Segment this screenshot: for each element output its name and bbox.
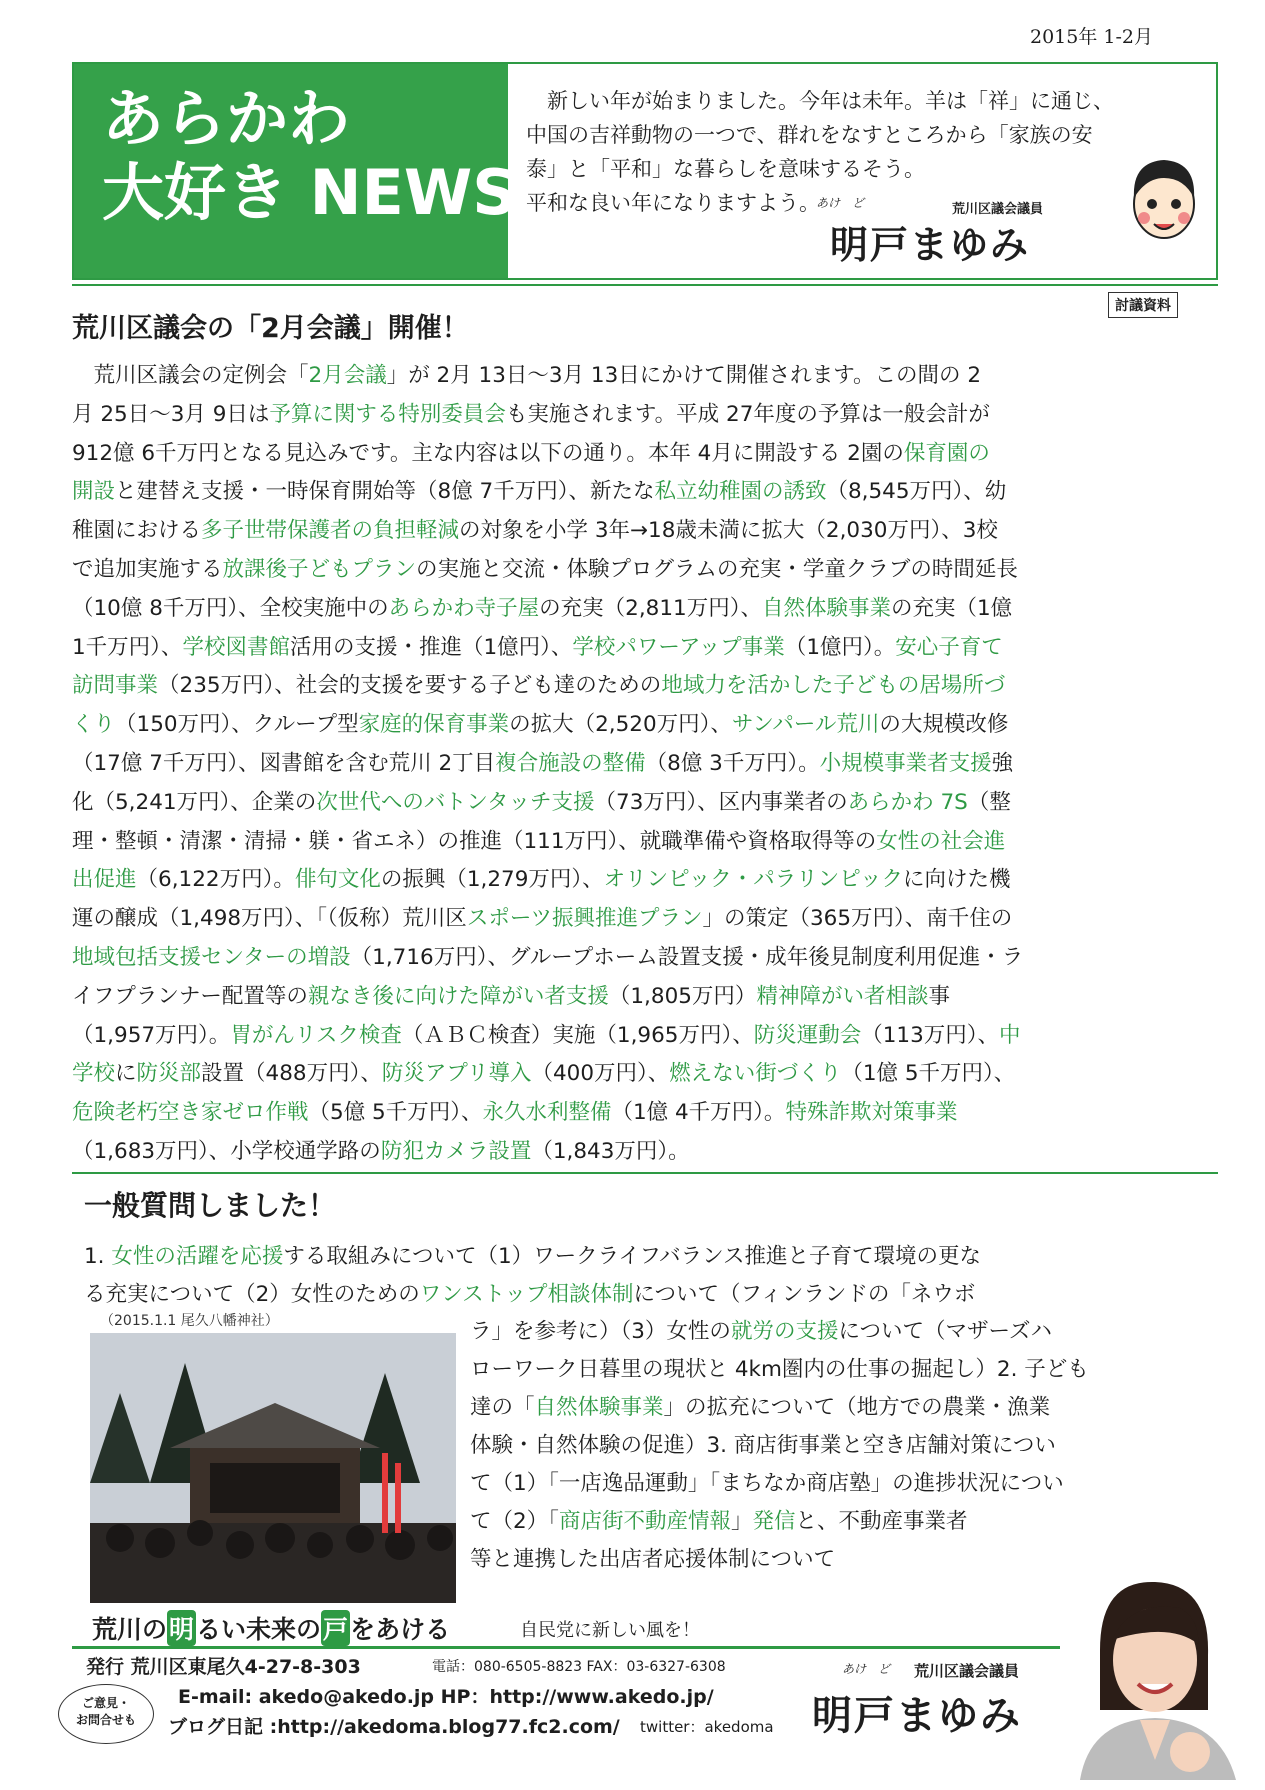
text-segment: て（2）「 — [470, 1509, 559, 1534]
question-text-right — [470, 1313, 1089, 1579]
text-line — [72, 1133, 1220, 1172]
photo-caption: （2015.1.1 尾久八幡神社） — [100, 1313, 279, 1329]
text-line — [470, 1351, 1089, 1389]
highlight-term: くり — [72, 712, 116, 738]
text-line — [84, 1238, 981, 1276]
text-segment: （8,545万円）、幼 — [826, 479, 1007, 505]
highlight-term: スポーツ振興推進プラン — [466, 906, 703, 932]
highlight-term: 小規模事業者支援 — [819, 750, 992, 776]
highlight-term: 訪問事業 — [72, 673, 159, 699]
text-segment: （10億 8千万円）、全校実施中の — [72, 595, 389, 621]
slogan-subtitle: 自民党に新しい風を！ — [520, 1620, 700, 1641]
text-segment: 1千万円）、 — [72, 634, 183, 660]
discussion-material-tag: 討議資料 — [1108, 292, 1178, 318]
text-segment: ラ」を参考に）（3）女性の — [470, 1319, 731, 1344]
text-segment: （235万円）、社会的支援を要する子ども達のための — [158, 673, 662, 699]
highlight-term: 2月会議 — [308, 363, 387, 388]
text-segment: に — [115, 1061, 137, 1087]
text-line — [470, 1465, 1089, 1503]
highlight-term: 家庭的保育事業 — [358, 712, 510, 738]
text-segment: （5億 5千万円）、 — [308, 1100, 483, 1126]
masthead-title-box — [74, 64, 517, 278]
text-segment: の大規模改修 — [879, 712, 1009, 738]
text-segment: 化（5,241万円）、企業の — [72, 789, 317, 815]
highlight-term: 就労の支援 — [730, 1319, 839, 1344]
shrine-photo-illustration — [90, 1333, 456, 1603]
text-segment: 」が 2月 13日～3月 13日にかけて開催されます。この間の 2 — [386, 363, 982, 388]
highlight-term: 学校パワーアップ事業 — [572, 634, 785, 660]
text-line — [72, 1017, 1220, 1056]
highlight-term: 親なき後に向けた障がい者支援 — [307, 983, 609, 1009]
text-line — [470, 1427, 1089, 1465]
section2-heading: 一般質問しました！ — [84, 1189, 337, 1222]
text-segment: 荒川区議会の定例会「 — [72, 363, 309, 388]
text-segment: の充実（1億 — [890, 595, 1013, 621]
text-segment: について（マザーズハ — [838, 1319, 1052, 1344]
divider — [72, 284, 1218, 286]
footer-divider — [72, 1646, 1068, 1649]
text-segment: （1,957万円）。 — [72, 1022, 231, 1048]
contact-bubble — [58, 1684, 154, 1744]
masthead-title-line2: 大好き NEWS — [102, 156, 517, 229]
text-line — [72, 1094, 1220, 1133]
text-segment: と建替え支援・一時保育開始等（8億 7千万円）、新たな — [115, 479, 655, 505]
twitter-handle[interactable]: twitter：akedoma — [640, 1718, 774, 1736]
masthead-title-line1: あらかわ — [102, 82, 351, 155]
text-line — [72, 900, 1220, 939]
text-segment: する取組みについて（1）ワークライフバランス推進と子育て環境の更な — [283, 1244, 981, 1269]
highlight-term: 複合施設の整備 — [495, 750, 646, 776]
blog-link[interactable]: ブログ日記 :http://akedoma.blog77.fc2.com/ — [168, 1716, 620, 1738]
issue-date: 2015年 1-2月 — [1030, 26, 1153, 48]
text-segment: （6,122万円）。 — [136, 867, 295, 893]
text-line — [72, 435, 1220, 474]
bubble-line: ご意見・ — [81, 1696, 130, 1710]
text-line — [72, 745, 1220, 784]
text-line — [72, 357, 1220, 396]
highlight-term: 私立幼稚園の誘致 — [654, 479, 827, 505]
text-segment: （113万円）、 — [861, 1022, 1000, 1048]
text-segment: （1億 5千万円）、 — [841, 1061, 1016, 1087]
slogan-mark: 戸 — [321, 1610, 350, 1646]
text-segment: に向けた機 — [902, 867, 1011, 893]
highlight-term: 安心子育て — [895, 634, 1003, 660]
text-segment: て（1）「一店逸品運動」「まちなか商店塾」の進捗状況につい — [470, 1471, 1064, 1496]
intro-line: 泰」と「平和」な暮らしを意味するそう。 — [526, 157, 925, 181]
intro-line: 中国の吉祥動物の一つで、群れをなすところから「家族の安 — [526, 123, 1093, 147]
text-segment: 月 25日～3月 9日は — [72, 401, 270, 427]
text-line — [72, 939, 1220, 978]
slogan-mark: 明 — [167, 1610, 196, 1646]
text-segment: （1億 4千万円）。 — [611, 1100, 786, 1126]
cartoon-face-icon — [1122, 148, 1206, 248]
text-line — [72, 667, 1220, 706]
highlight-term: 次世代へのバトンタッチ支援 — [316, 789, 595, 815]
masthead — [72, 62, 1218, 280]
text-line — [72, 823, 1220, 862]
text-segment: イフプランナー配置等の — [72, 983, 308, 1009]
text-segment: 理・整頓・清潔・清掃・躾・省エネ）の推進（111万円）、就職準備や資格取得等の — [72, 828, 877, 854]
signature-role: 荒川区議会議員 — [952, 202, 1044, 217]
publisher-address: 発行 荒川区東尾久4-27-8-303 — [86, 1656, 361, 1678]
masthead-intro — [526, 84, 1216, 220]
highlight-term: 俳句文化 — [294, 867, 381, 893]
highlight-term: 自然体験事業 — [534, 1395, 664, 1420]
shrine-photo — [90, 1333, 456, 1603]
text-line — [72, 706, 1220, 745]
signature-name: 明戸まゆみ — [830, 223, 1031, 267]
bubble-line: お問合せも — [75, 1713, 136, 1727]
highlight-term: 多子世帯保護者の負担軽減 — [201, 518, 460, 544]
slogan-part: るい未来の — [196, 1615, 322, 1644]
text-segment: 」の拡充について（地方での農業・漁業 — [663, 1395, 1051, 1420]
text-segment: （73万円）、区内事業者の — [594, 789, 848, 815]
text-line — [470, 1389, 1089, 1427]
text-line — [470, 1541, 1089, 1579]
footer-signature-name: 明戸まゆみ — [812, 1693, 1022, 1739]
highlight-term: 保育園の — [903, 440, 990, 466]
text-segment: （ＡＢＣ検査）実施（1,965万円）、 — [401, 1022, 754, 1048]
section1-heading: 荒川区議会の「2月会議」開催！ — [72, 313, 469, 344]
highlight-term: 精神障がい者相談 — [756, 983, 929, 1009]
section1-body — [72, 357, 1220, 1172]
highlight-term: 自然体験事業 — [761, 595, 891, 621]
text-line — [72, 784, 1220, 823]
highlight-term: 女性の活躍を応援 — [111, 1244, 284, 1269]
text-segment: 運の醸成（1,498万円）、「（仮称）荒川区 — [72, 906, 467, 932]
text-line — [72, 861, 1220, 900]
highlight-term: 地域包括支援センターの増設 — [72, 944, 351, 970]
text-line — [72, 396, 1220, 435]
text-segment: について（フィンランドの「ネウボ — [633, 1282, 976, 1307]
highlight-term: 防犯カメラ設置 — [380, 1138, 532, 1164]
portrait-photo — [1060, 1560, 1246, 1780]
text-segment: の対象を小学 3年→18歳未満に拡大（2,030万円）、3校 — [459, 518, 998, 544]
highlight-term: 発信 — [752, 1509, 796, 1534]
text-segment: 活用の支援・推進（1億円）、 — [289, 634, 573, 660]
highlight-term: 中 — [999, 1022, 1021, 1048]
text-segment: の実施と交流・体験プログラムの充実・学童クラブの時間延長 — [416, 556, 1018, 582]
text-segment: 体験・自然体験の促進）3. 商店街事業と空き店舗対策につい — [470, 1433, 1056, 1458]
text-line — [72, 512, 1220, 551]
highlight-term: あらかわ 7S — [847, 789, 968, 815]
footer-signature-ruby: あけ ど — [842, 1662, 891, 1676]
text-line — [72, 1055, 1220, 1094]
text-line — [470, 1313, 1089, 1351]
text-segment: 1. — [84, 1244, 112, 1269]
text-segment: 等と連携した出店者応援体制について — [470, 1547, 836, 1572]
email-homepage[interactable]: E-mail: akedo@akedo.jp HP：http://www.akedo.jp/ — [178, 1686, 714, 1708]
slogan — [92, 1610, 450, 1646]
text-segment: と、不動産事業者 — [795, 1509, 968, 1534]
text-segment: 設置（488万円）、 — [201, 1061, 382, 1087]
text-line — [72, 978, 1220, 1017]
highlight-term: 商店街不動産情報 — [558, 1509, 731, 1534]
highlight-term: オリンピック・パラリンピック — [603, 867, 903, 893]
text-segment: 」 — [730, 1509, 753, 1534]
text-segment: ローワーク日暮里の現状と 4km圏内の仕事の掘起し）2. 子ども — [470, 1357, 1089, 1382]
highlight-term: 女性の社会進 — [876, 828, 1006, 854]
highlight-term: 燃えない街づくり — [669, 1061, 842, 1087]
highlight-term: 危険老朽空き家ゼロ作戦 — [72, 1100, 309, 1126]
highlight-term: 放課後子どもプラン — [222, 556, 417, 582]
text-segment: 達の「 — [470, 1395, 535, 1420]
highlight-term: 特殊詐欺対策事業 — [785, 1100, 958, 1126]
highlight-term: 学校図書館 — [182, 634, 290, 660]
question-text-full — [84, 1238, 981, 1314]
slogan-part: をあける — [350, 1615, 451, 1644]
text-segment: 強 — [991, 750, 1014, 776]
highlight-term: サンパール荒川 — [731, 712, 880, 738]
portrait-illustration — [1060, 1560, 1246, 1780]
slogan-part: 荒川の — [92, 1615, 168, 1644]
text-segment: の拡大（2,520万円）、 — [509, 712, 732, 738]
highlight-term: 永久水利整備 — [482, 1100, 612, 1126]
text-segment: の充実（2,811万円）、 — [539, 595, 762, 621]
phone-fax: 電話：080-6505-8823 FAX：03-6327-6308 — [432, 1659, 726, 1675]
text-segment: （1,805万円） — [608, 983, 757, 1009]
text-line — [72, 590, 1220, 629]
text-segment: （1,683万円）、小学校通学路の — [72, 1138, 381, 1164]
text-segment: で追加実施する — [72, 556, 223, 582]
highlight-term: 防災運動会 — [753, 1022, 862, 1048]
text-line — [72, 629, 1220, 668]
text-segment: 稚園における — [72, 518, 202, 544]
divider — [72, 1172, 1218, 1174]
text-segment: （8億 3千万円）。 — [645, 750, 820, 776]
text-segment: も実施されます。平成 27年度の予算は一般会計が — [505, 401, 990, 427]
text-segment: （1,716万円）、グループホーム設置支援・成年後見制度利用促進・ラ — [350, 944, 1024, 970]
highlight-term: 胃がんリスク検査 — [230, 1022, 402, 1048]
text-segment: （整 — [967, 789, 1011, 815]
highlight-term: 防災アプリ導入 — [381, 1061, 532, 1087]
highlight-term: 防災部 — [136, 1061, 202, 1087]
intro-line: 新しい年が始まりました。今年は未年。羊は「祥」に通じ、 — [526, 89, 1114, 113]
text-line — [84, 1276, 981, 1314]
highlight-term: 開設 — [72, 479, 116, 505]
highlight-term: ワンストップ相談体制 — [419, 1282, 634, 1307]
signature-ruby: あけ ど — [816, 196, 865, 210]
text-segment: 事 — [928, 983, 950, 1009]
text-segment: （17億 7千万円）、図書館を含む荒川 2丁目 — [72, 750, 496, 776]
intro-line: 平和な良い年になりますよう。 — [526, 191, 820, 215]
text-segment: （1億円）。 — [784, 634, 896, 660]
text-segment: 912億 6千万円となる見込みです。主な内容は以下の通り。本年 4月に開設する 2園の — [72, 440, 904, 466]
highlight-term: あらかわ寺子屋 — [388, 595, 540, 621]
text-line — [470, 1503, 1089, 1541]
text-segment: の振興（1,279万円）、 — [380, 867, 604, 893]
highlight-term: 地域力を活かした子どもの居場所づ — [661, 673, 1006, 699]
text-segment: （150万円）、クループ型 — [115, 712, 359, 738]
highlight-term: 予算に関する特別委員会 — [269, 401, 506, 427]
text-segment: （400万円）、 — [531, 1061, 670, 1087]
highlight-term: 出促進 — [72, 867, 137, 893]
text-line — [72, 551, 1220, 590]
text-line — [72, 473, 1220, 512]
text-segment: 」の策定（365万円）、南千住の — [702, 906, 1013, 932]
text-segment: る充実について（2）女性のための — [84, 1282, 420, 1307]
footer-signature-role: 荒川区議会議員 — [914, 1662, 1020, 1680]
text-segment: （1,843万円）。 — [531, 1138, 690, 1164]
highlight-term: 学校 — [72, 1061, 116, 1087]
